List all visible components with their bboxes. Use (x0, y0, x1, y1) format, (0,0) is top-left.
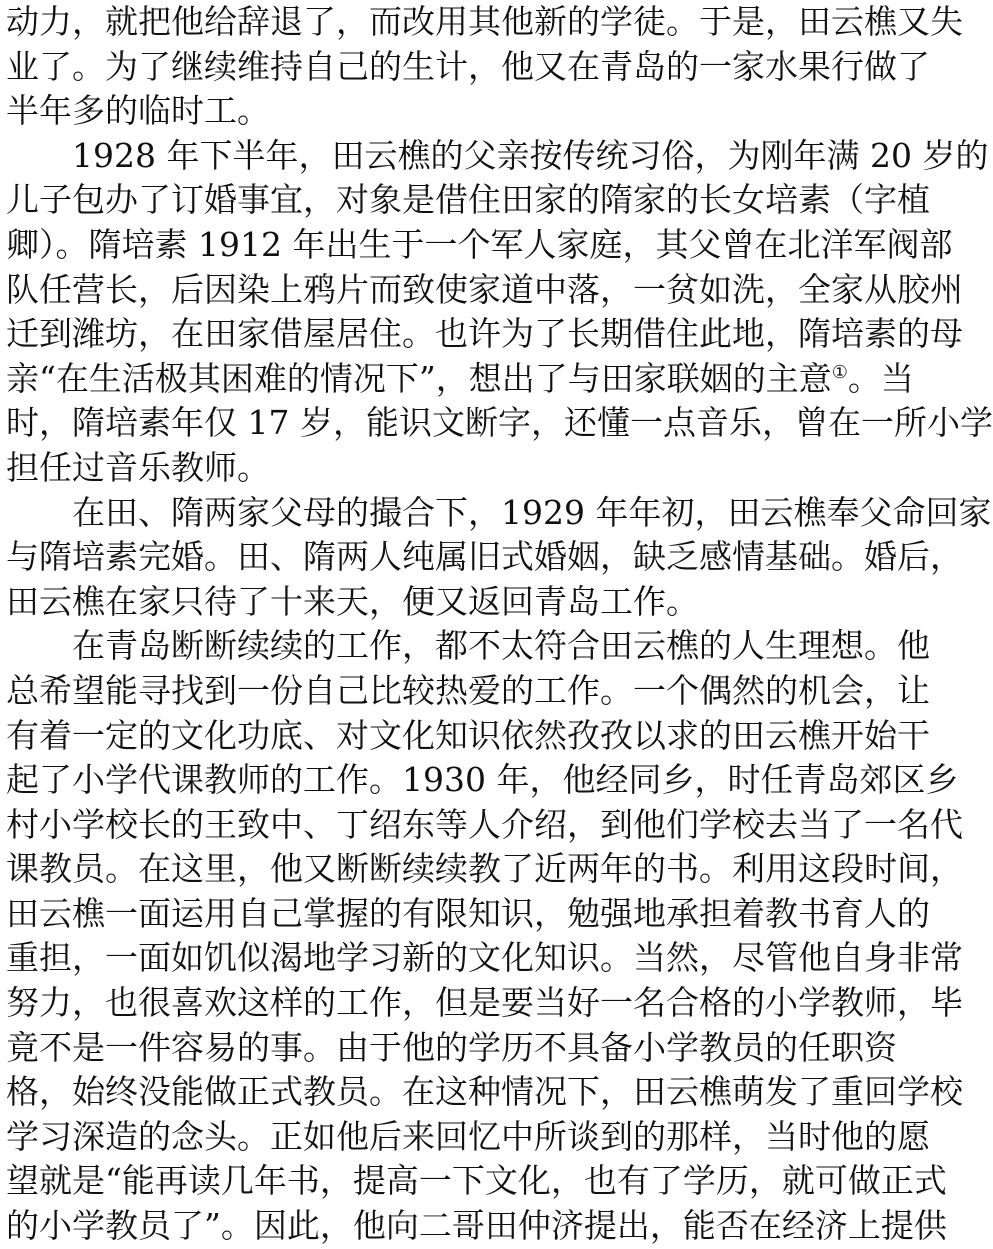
text-line-7: 队任营长，后因染上鸦片而致使家道中落，一贫如洗，全家从胶州 (6, 269, 963, 309)
document-page (6, 0, 993, 1249)
text-line-6: 卿）。隋培素 1912 年出生于一个军人家庭，其父曾在北洋军阀部 (6, 224, 953, 264)
text-line-14: 田云樵在家只待了十来天，便又返回青岛工作。 (6, 581, 699, 621)
text-line-19: 村小学校长的王致中、丁绍东等人介绍，到他们学校去当了一名代 (6, 804, 963, 844)
text-line-28: 的小学教员了”。因此，他向二哥田仲济提出，能否在经济上提供 (6, 1206, 947, 1246)
text-line-16: 总希望能寻找到一份自己比较热爱的工作。一个偶然的机会，让 (6, 670, 930, 710)
text-line-1: 动力，就把他给辞退了，而改用其他新的学徒。于是，田云樵又失 (6, 2, 963, 41)
text-line-4: 1928 年下半年，田云樵的父亲按传统习俗，为刚年满 20 岁的 (72, 135, 989, 175)
text-line-12: 在田、隋两家父母的撮合下，1929 年年初，田云樵奉父命回家 (72, 492, 992, 532)
text-line-15: 在青岛断断续续的工作，都不太符合田云樵的人生理想。他 (72, 626, 930, 666)
text-line-11: 担任过音乐教师。 (6, 447, 270, 487)
text-line-5: 儿子包办了订婚事宜，对象是借住田家的隋家的长女培素（字植 (6, 180, 930, 220)
footnote-marker: ① (831, 361, 848, 383)
text-line-18: 起了小学代课教师的工作。1930 年，他经同乡，时任青岛郊区乡 (6, 760, 959, 800)
text-line-25: 格，始终没能做正式教员。在这种情况下，田云樵萌发了重回学校 (6, 1072, 963, 1112)
text-line-9-main: 亲“在生活极其困难的情况下”，想出了与田家联姻的主意 (6, 358, 832, 398)
text-line-22: 重担，一面如饥似渴地学习新的文化知识。当然，尽管他自身非常 (6, 938, 963, 978)
text-line-24: 竟不是一件容易的事。由于他的学历不具备小学教员的任职资 (6, 1027, 897, 1067)
text-line-13: 与隋培素完婚。田、隋两人纯属旧式婚姻，缺乏感情基础。婚后， (6, 537, 963, 577)
text-line-21: 田云樵一面运用自己掌握的有限知识，勉强地承担着教书育人的 (6, 893, 930, 933)
text-line-9 (6, 357, 914, 402)
text-line-27: 望就是“能再读几年书，提高一下文化，也有了学历，就可做正式 (6, 1161, 947, 1201)
text-line-3: 半年多的临时工。 (6, 91, 270, 131)
text-line-26: 学习深造的念头。正如他后来回忆中所谈到的那样，当时他的愿 (6, 1116, 930, 1156)
text-line-2: 业了。为了继续维持自己的生计，他又在青岛的一家水果行做了 (6, 46, 930, 86)
text-line-17: 有着一定的文化功底、对文化知识依然孜孜以求的田云樵开始干 (6, 715, 930, 755)
text-line-23: 努力，也很喜欢这样的工作，但是要当好一名合格的小学教师，毕 (6, 983, 963, 1023)
text-line-10: 时，隋培素年仅 17 岁，能识文断字，还懂一点音乐，曾在一所小学 (6, 403, 993, 443)
text-line-20: 课教员。在这里，他又断断续续教了近两年的书。利用这段时间， (6, 849, 963, 889)
text-line-8: 迁到潍坊，在田家借屋居住。也许为了长期借住此地，隋培素的母 (6, 314, 963, 354)
text-line-9-tail: 。当 (847, 358, 914, 398)
